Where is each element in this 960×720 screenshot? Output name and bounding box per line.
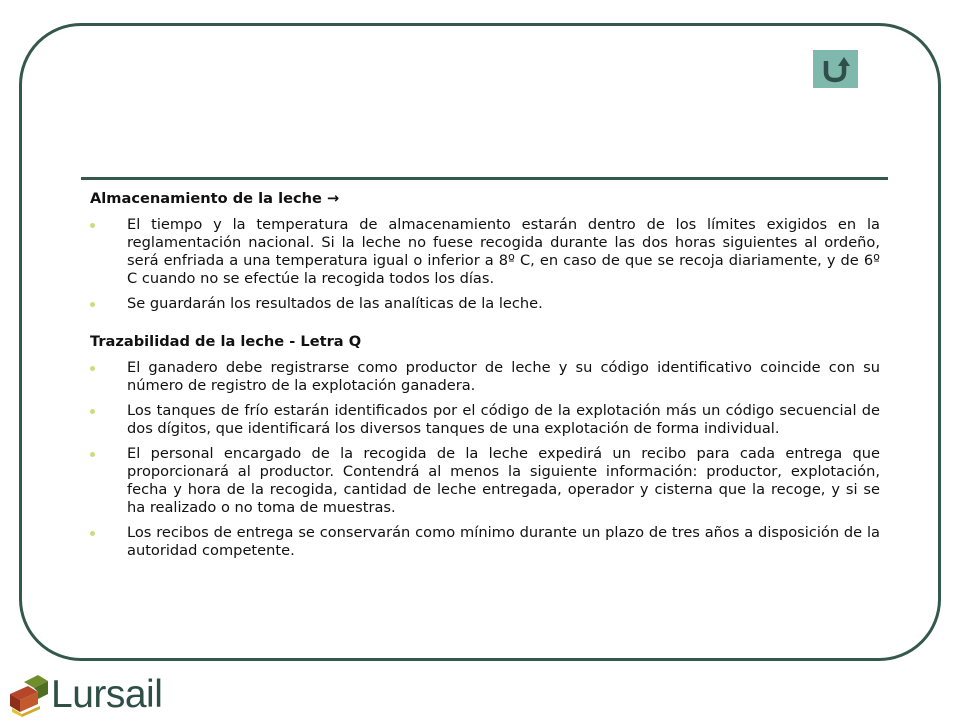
slide-content bbox=[90, 190, 880, 567]
bullet-icon bbox=[90, 366, 95, 371]
logo-text: Lursail bbox=[51, 673, 163, 716]
list-item bbox=[90, 402, 880, 438]
list-item bbox=[90, 524, 880, 560]
lursail-logo bbox=[8, 672, 178, 717]
header-rule bbox=[81, 177, 888, 180]
bullet-icon bbox=[90, 452, 95, 457]
bullet-icon bbox=[90, 302, 95, 307]
traceability-list bbox=[90, 359, 880, 560]
list-item bbox=[90, 359, 880, 395]
list-item-text: El tiempo y la temperatura de almacenamiento estarán dentro de los límites exigidos en la reglamentación nacional. Si la leche no fuese recogida durante las dos horas siguientes al ordeño, será enfriada a una temperatura igual o inferior a 8º C, en caso de que se recoja diariamente, y de 6º C cuando no se efectúe la recogida todos los días. bbox=[127, 216, 880, 287]
list-item bbox=[90, 295, 880, 313]
bullet-icon bbox=[90, 409, 95, 414]
list-item bbox=[90, 445, 880, 517]
back-button[interactable] bbox=[813, 50, 858, 88]
list-item-text: El ganadero debe registrarse como productor de leche y su código identificativo coincide con su número de registro de la explotación ganadera. bbox=[127, 359, 880, 394]
bullet-icon bbox=[90, 531, 95, 536]
list-item bbox=[90, 216, 880, 288]
storage-list bbox=[90, 216, 880, 313]
section-heading-traceability: Trazabilidad de la leche - Letra Q bbox=[90, 333, 362, 350]
list-item-text: Los recibos de entrega se conservarán como mínimo durante un plazo de tres años a disposición de la autoridad competente. bbox=[127, 524, 880, 559]
list-item-text: Se guardarán los resultados de las analíticas de la leche. bbox=[127, 295, 543, 312]
list-item-text: El personal encargado de la recogida de la leche expedirá un recibo para cada entrega que proporcionará al productor. Contendrá al menos la siguiente información: productor, explotación, fecha y hora de la recogida, cantidad de leche entregada, operador y cisterna que la recoge, y si se ha realizado o no toma de muestras. bbox=[127, 445, 880, 516]
book-stack-icon bbox=[8, 672, 52, 717]
arrow-right-icon: → bbox=[327, 190, 340, 207]
return-arrow-icon bbox=[819, 55, 853, 83]
heading-text: Almacenamiento de la leche bbox=[90, 190, 322, 207]
section-heading-storage bbox=[90, 190, 880, 208]
bullet-icon bbox=[90, 223, 95, 228]
list-item-text: Los tanques de frío estarán identificados por el código de la explotación más un código secuencial de dos dígitos, que identificará los diversos tanques de una explotación de forma individual. bbox=[127, 402, 880, 437]
